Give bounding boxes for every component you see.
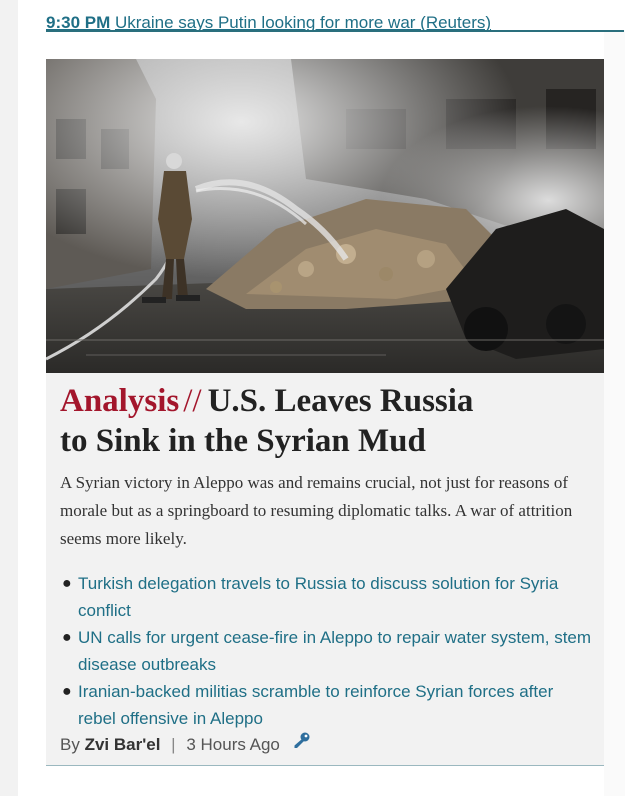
left-rail [0,0,18,796]
article-photo-graphic [46,59,604,373]
related-link[interactable]: Turkish delegation travels to Russia to discuss solution for Syria conflict [78,574,559,620]
article-photo[interactable] [46,59,604,373]
headline-separator: // [183,383,202,419]
related-link-item [60,678,595,732]
article-card [46,59,604,766]
headline-kicker[interactable]: Analysis [60,383,180,419]
article-summary: A Syrian victory in Aleppo was and remains crucial, not just for reasons of morale but as a springboard to resuming diplomatic talks. A war of attrition seems more likely. [60,473,573,548]
byline-divider: | [171,735,176,754]
byline-prefix: By [60,735,80,754]
related-link[interactable]: UN calls for urgent cease-fire in Aleppo to repair water system, stem disease outbreaks [78,628,592,674]
headline-title-line1[interactable]: U.S. Leaves Russia [207,383,474,419]
related-links-list [60,570,595,732]
related-link-item [60,570,595,624]
byline-author[interactable]: Zvi Bar'el [84,735,161,754]
right-gutter [604,30,625,796]
headline-title-line2[interactable]: to Sink in the Syrian Mud [60,423,426,459]
article-headline[interactable] [60,381,590,461]
bullet-icon: ● [62,683,72,700]
key-icon-graphic [293,731,311,749]
ticker-time[interactable]: 9:30 PM [46,13,111,32]
article-byline [60,731,311,759]
related-link-item [60,624,595,678]
key-icon [293,730,311,758]
bullet-icon: ● [62,575,72,592]
byline-time: 3 Hours Ago [186,735,280,754]
news-ticker[interactable] [46,10,624,32]
related-link[interactable]: Iranian-backed militias scramble to reinforce Syrian forces after rebel offensive in Aleppo [78,682,554,728]
bullet-icon: ● [62,629,72,646]
ticker-headline-link[interactable]: Ukraine says Putin looking for more war (Reuters) [114,13,492,32]
